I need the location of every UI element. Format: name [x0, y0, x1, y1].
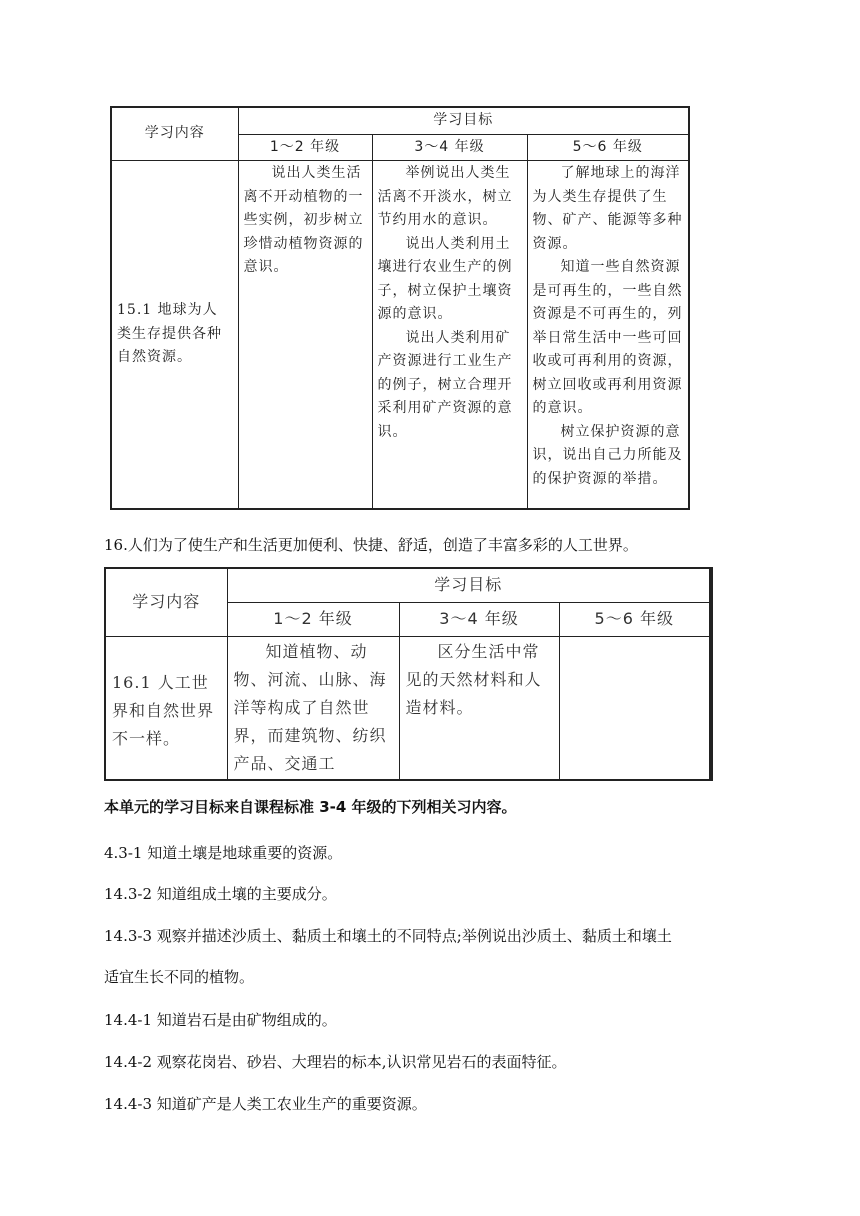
section-16-intro: 16.人们为了使生产和生活更加便利、快捷、舒适，创造了丰富多彩的人工世界。: [104, 536, 638, 554]
header-grade-1-2: 1～2 年级: [238, 134, 372, 161]
header-learning-content: 学习内容: [105, 568, 227, 636]
header-learning-content: 学习内容: [111, 107, 238, 161]
header-grade-3-4: 3～4 年级: [372, 134, 527, 161]
goal-cell-grade-1-2: [238, 161, 372, 509]
standards-table-16: [104, 567, 713, 781]
list-item: 14.3-2 知道组成土壤的主要成分。: [104, 885, 337, 903]
goal-cell-grade-5-6: [527, 161, 689, 509]
header-learning-goals: 学习目标: [227, 568, 711, 602]
content-cell: [105, 636, 227, 780]
goal-cell-grade-3-4: [372, 161, 527, 509]
goal-paragraph: 区分生活中常见的天然材料和人造材料。: [405, 641, 542, 717]
standards-table-15: [110, 106, 690, 510]
goal-cell-grade-3-4: [399, 636, 559, 780]
goal-cell-grade-1-2: [227, 636, 399, 780]
content-16-1: 16.1 人工世界和自然世界不一样。: [112, 672, 215, 748]
header-learning-goals: 学习目标: [238, 107, 689, 134]
goal-paragraph: 知道一些自然资源是可再生的，一些自然资源是不可再生的，列举日常生活中一些可回收或可再利用的资源，树立回收或再利用资源的意识。: [532, 259, 683, 416]
goal-paragraph: 说出人类利用土壤进行农业生产的例子，树立保护土壤资源的意识。: [377, 235, 513, 322]
goal-paragraph: 说出人类生活离不开动植物的一些实例，初步树立珍惜动植物资源的意识。: [243, 165, 364, 275]
list-item: 适宜生长不同的植物。: [104, 968, 255, 986]
header-grade-5-6: 5～6 年级: [559, 602, 711, 636]
header-grade-3-4: 3～4 年级: [399, 602, 559, 636]
list-item: 14.4-2 观察花岗岩、砂岩、大理岩的标本,认识常见岩石的表面特征。: [104, 1053, 567, 1071]
header-grade-1-2: 1～2 年级: [227, 602, 399, 636]
header-grade-5-6: 5～6 年级: [527, 134, 689, 161]
goal-paragraph: 了解地球上的海洋为人类生存提供了生物、矿产、能源等多种资源。: [532, 165, 683, 252]
list-item: 14.4-3 知道矿产是人类工农业生产的重要资源。: [104, 1095, 427, 1113]
list-item: 14.4-1 知道岩石是由矿物组成的。: [104, 1011, 337, 1029]
goal-paragraph: 举例说出人类生活离不开淡水，树立节约用水的意识。: [377, 165, 513, 228]
list-item: 4.3-1 知道土壤是地球重要的资源。: [104, 844, 343, 862]
goal-paragraph: 树立保护资源的意识，说出自己力所能及的保护资源的举措。: [532, 423, 683, 487]
goal-paragraph: 知道植物、动物、河流、山脉、海洋等构成了自然世界，而建筑物、纺织产品、交通工: [233, 641, 387, 773]
goal-cell-grade-5-6: [559, 636, 711, 780]
list-item: 14.3-3 观察并描述沙质土、黏质土和壤土的不同特点;举例说出沙质土、黏质土和壤土: [104, 927, 672, 945]
goal-paragraph: 说出人类利用矿产资源进行工业生产的例子，树立合理开采利用矿产资源的意识。: [377, 329, 513, 440]
content-15-1: 15.1 地球为人类生存提供各种自然资源。: [117, 302, 222, 365]
unit-heading: 本单元的学习目标来自课程标准 3-4 年级的下列相关习内容。: [104, 798, 517, 816]
content-cell: [111, 161, 238, 509]
